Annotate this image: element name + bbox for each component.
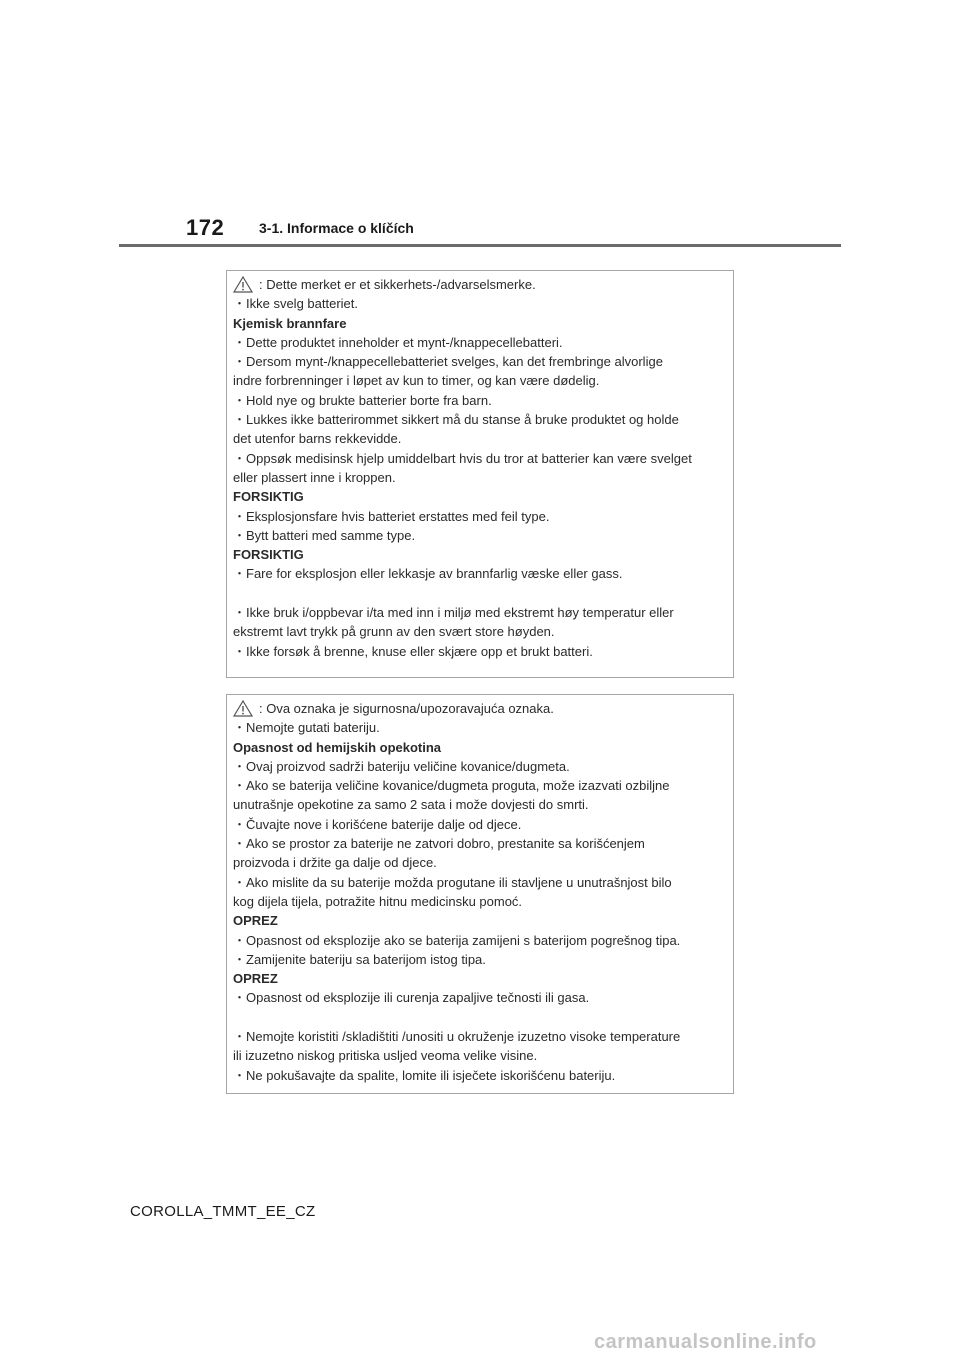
notice-line: ・Ako mislite da su baterije možda progutane ili stavljene u unutrašnjost bilo <box>233 874 672 890</box>
notice-intro-text: : Ova oznaka je sigurnosna/upozoravajuća oznaka. <box>259 701 554 716</box>
notice-heading: FORSIKTIG <box>233 547 304 563</box>
notice-lines-no <box>233 294 727 661</box>
notice-box-norwegian <box>226 270 734 678</box>
notice-line: ・Lukkes ikke batterirommet sikkert må du stanse å bruke produktet og holde <box>233 412 679 428</box>
notice-line: ・Ikke bruk i/oppbevar i/ta med inn i miljø med ekstremt høy temperatur eller <box>233 605 674 621</box>
notice-line: ・Opasnost od eksplozije ako se baterija zamijeni s baterijom pogrešnog tipa. <box>233 932 681 948</box>
notice-lines-hr <box>233 718 727 1085</box>
notice-line: ・Zamijenite bateriju sa baterijom istog tipa. <box>233 951 486 967</box>
notice-line: eller plassert inne i kroppen. <box>233 469 396 485</box>
notice-heading: Kjemisk brannfare <box>233 315 347 331</box>
notice-line: ・Nemojte gutati bateriju. <box>233 720 380 736</box>
notice-line: ・Opasnost od eksplozije ili curenja zapaljive tečnosti ili gasa. <box>233 990 590 1006</box>
notice-line: ・Eksplosjonsfare hvis batteriet erstattes med feil type. <box>233 508 550 524</box>
notice-line: det utenfor barns rekkevidde. <box>233 431 402 447</box>
notice-line: ・Fare for eksplosjon eller lekkasje av brannfarlig væske eller gass. <box>233 566 623 582</box>
notice-heading: Opasnost od hemijskih opekotina <box>233 739 442 755</box>
notice-intro-text: : Dette merket er et sikkerhets-/advarselsmerke. <box>259 277 536 292</box>
notice-line: ・Čuvajte nove i korišćene baterije dalje od djece. <box>233 816 522 832</box>
notice-line: ・Oppsøk medisinsk hjelp umiddelbart hvis du tror at batterier kan være svelget <box>233 450 692 466</box>
warning-triangle-icon <box>233 700 253 717</box>
section-title: 3-1. Informace o klíčích <box>259 220 414 236</box>
notice-line: ・Ikke svelg batteriet. <box>233 296 358 312</box>
notice-line: ・Ovaj proizvod sadrži bateriju veličine kovanice/dugmeta. <box>233 758 570 774</box>
notice-line: unutrašnje opekotine za samo 2 sata i može dovjesti do smrti. <box>233 797 589 813</box>
notice-line: ・Ako se prostor za baterije ne zatvori dobro, prestanite sa korišćenjem <box>233 836 645 852</box>
notice-heading: OPREZ <box>233 971 278 987</box>
notice-line: ・Dette produktet inneholder et mynt-/knappecellebatteri. <box>233 334 563 350</box>
notice-intro-row <box>233 275 727 294</box>
header-rule <box>119 244 841 247</box>
notice-line: ・Hold nye og brukte batterier borte fra barn. <box>233 392 492 408</box>
notice-line: ・Nemojte koristiti /skladištiti /unositi u okruženje izuzetno visoke temperature <box>233 1029 681 1045</box>
paragraph-spacer <box>233 1008 727 1027</box>
notice-box-croatian <box>226 694 734 1094</box>
warning-triangle-icon <box>233 276 253 293</box>
footer-doc-code: COROLLA_TMMT_EE_CZ <box>130 1203 316 1220</box>
notice-line: ・Ikke forsøk å brenne, knuse eller skjære opp et brukt batteri. <box>233 643 593 659</box>
notice-line: ・Ako se baterija veličine kovanice/dugmeta proguta, može izazvati ozbiljne <box>233 778 670 794</box>
paragraph-spacer <box>233 584 727 603</box>
notice-line: ・Bytt batteri med samme type. <box>233 527 416 543</box>
notice-heading: OPREZ <box>233 913 278 929</box>
notice-line: ・Dersom mynt-/knappecellebatteriet svelges, kan det frembringe alvorlige <box>233 354 663 370</box>
notice-line: ・Ne pokušavajte da spalite, lomite ili isječete iskorišćenu bateriju. <box>233 1067 616 1083</box>
page-number: 172 <box>186 215 225 240</box>
watermark: carmanualsonline.info <box>594 1331 817 1353</box>
notice-line: kog dijela tijela, potražite hitnu medicinsku pomoć. <box>233 893 523 909</box>
notice-line: ekstremt lavt trykk på grunn av den svært store høyden. <box>233 624 555 640</box>
notice-heading: FORSIKTIG <box>233 489 304 505</box>
notice-line: ili izuzetno niskog pritiska usljed veoma velike visine. <box>233 1048 538 1064</box>
notice-line: indre forbrenninger i løpet av kun to timer, og kan være dødelig. <box>233 373 600 389</box>
notice-line: proizvoda i držite ga dalje od djece. <box>233 855 437 871</box>
notice-intro-row <box>233 699 727 718</box>
